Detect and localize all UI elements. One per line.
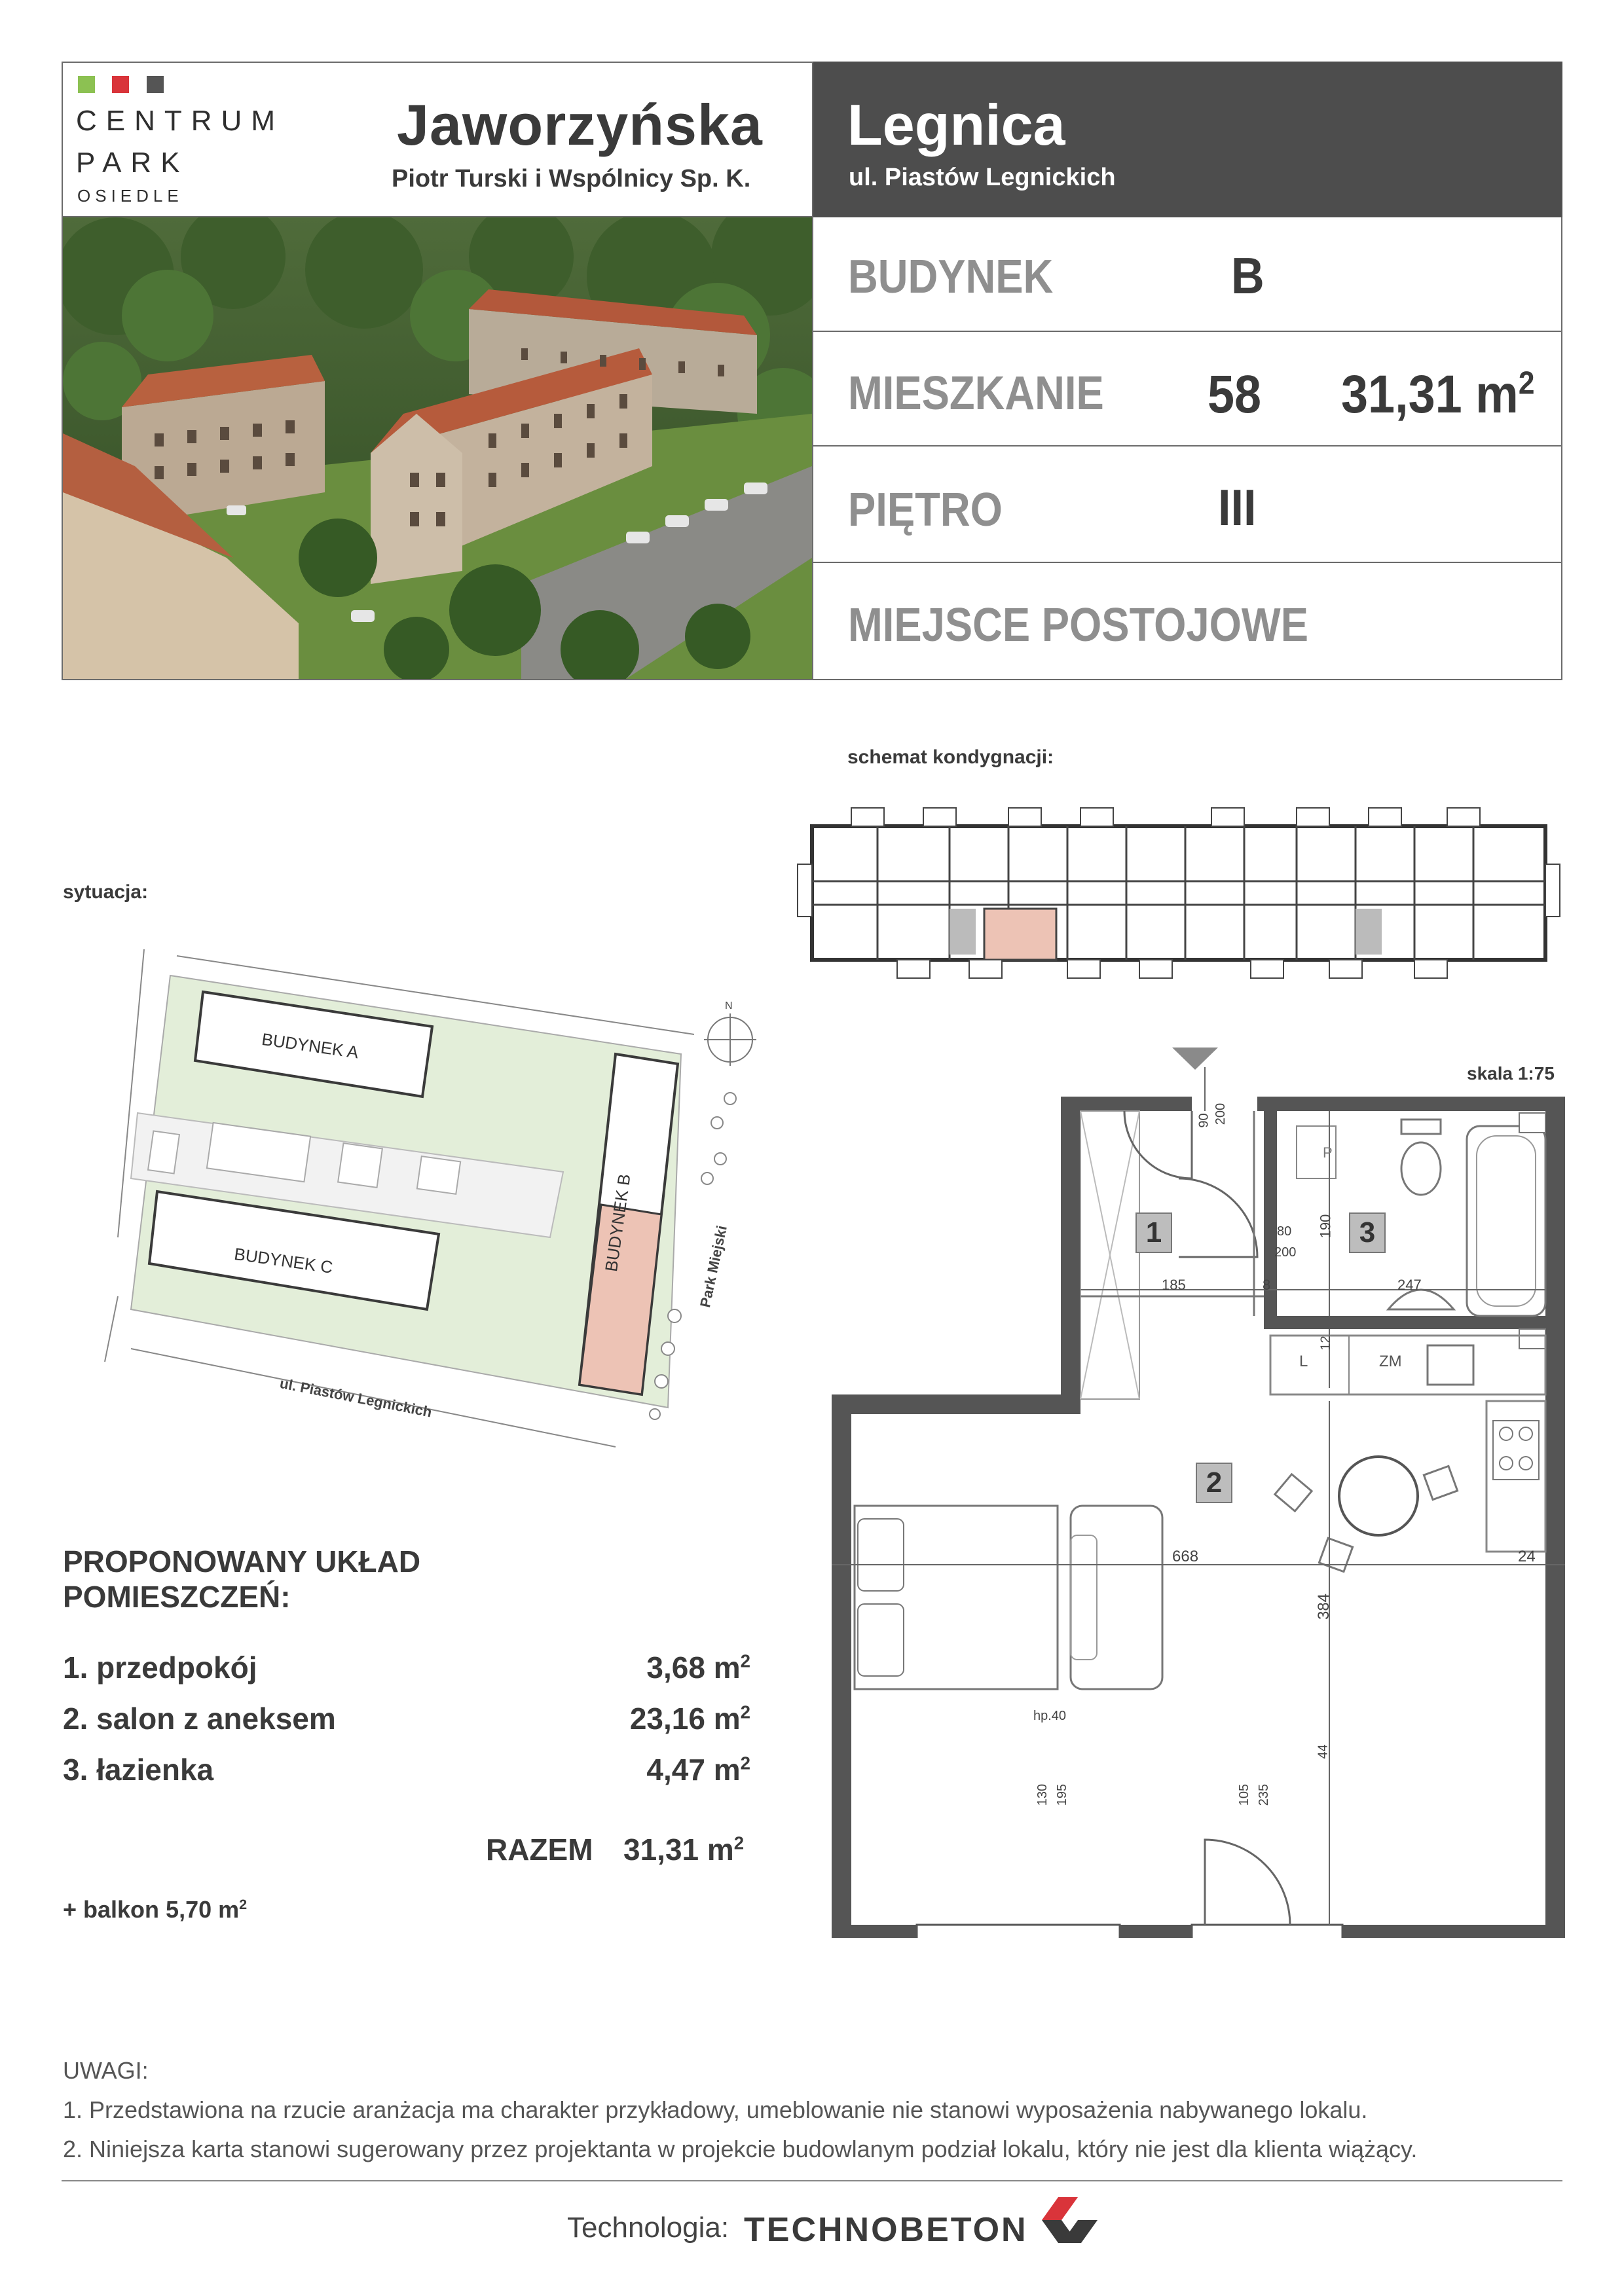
dim-235: 235 [1257,1783,1272,1806]
site-park-label: Park Miejski [697,1224,730,1309]
floor-value: III [1218,479,1257,536]
dim-200b: 200 [1274,1245,1297,1260]
dim-8: 8 [1263,1277,1271,1293]
kitchen-label-l: L [1299,1353,1308,1370]
brand-line-1: CENTRUM [76,105,284,137]
dim-668: 668 [1172,1548,1199,1565]
dim-195: 195 [1055,1783,1070,1806]
dim-hp40: hp.40 [1033,1709,1067,1723]
dim-200: 200 [1213,1102,1228,1125]
plan-scale: skala 1:75 [1467,1063,1555,1084]
balcony-area: + balkon 5,70 $m^2$ [63,1896,248,1923]
site-street-label: ul. Piastów Legnickich [278,1375,434,1421]
header-divider [812,62,813,680]
floor-schema-heading: schemat kondygnacji: [847,746,1054,768]
building-value: B [1231,247,1264,304]
technobeton-logo-icon [1032,2191,1104,2263]
total-label: RAZEM [486,1832,593,1867]
building-label: BUDYNEK [848,251,1054,303]
site-heading: sytuacja: [63,881,149,903]
kitchen-label-zm: ZM [1379,1353,1402,1370]
logo-square-green [78,76,95,93]
city-title: Legnica [847,92,1065,157]
rooms-heading-line1: PROPONOWANY UKŁAD [63,1544,421,1578]
dim-384: 384 [1315,1593,1333,1620]
footer-divider [62,2180,1562,2181]
apartment-number: 58 [1208,365,1262,424]
dim-105: 105 [1237,1783,1252,1806]
notes-title: UWAGI: [63,2057,149,2084]
room-tag-2: 2 [1196,1463,1232,1503]
note-1: 1. Przedstawiona na rzucie aranżacja ma charakter przykładowy, umeblowanie nie stanowi wyposażenia nabywanego lokalu. [63,2096,1368,2123]
rooms-heading-line2: POMIESZCZEŃ: [63,1580,291,1614]
room-row [63,1752,750,1787]
logo-square-grey [147,76,164,93]
dim-190: 190 [1317,1214,1334,1239]
room-name: 2. salon z aneksem [63,1702,336,1736]
apartment-area: 31,31 $m^2$ [1341,365,1535,424]
room-area: 4,47 $m^2$ [646,1753,750,1787]
developer-name: Piotr Turski i Wspólnicy Sp. K. [392,165,751,192]
dim-12: 12 [1318,1336,1333,1351]
note-2: 2. Niniejsza karta stanowi sugerowany przez projektanta w projekcie budowlanym podział lokalu, który nie jest dla klienta wiążący. [63,2136,1418,2162]
street-title: Jaworzyńska [397,92,763,157]
dim-44: 44 [1316,1744,1331,1759]
info-row-line [813,445,1562,446]
estate-rendering [63,217,812,679]
technobeton-wordmark: TECHNOBETON [744,2211,1028,2249]
room-area: 23,16 $m^2$ [629,1702,750,1736]
site-building-a: BUDYNEK A [260,1029,360,1063]
room-row [63,1650,750,1685]
dim-185: 185 [1162,1277,1186,1293]
parking-label: MIEJSCE POSTOJOWE [848,599,1308,651]
room-name: 3. łazienka [63,1753,214,1787]
brand-line-2: PARK [76,147,189,179]
room-tag-1: 1 [1135,1212,1172,1253]
brand-line-3: OSIEDLE [77,186,183,206]
dim-247: 247 [1397,1277,1422,1293]
logo-square-red [112,76,129,93]
room-tag-3: 3 [1349,1212,1386,1253]
bath-label-p: P [1323,1144,1333,1161]
floor-label: PIĘTRO [848,484,1003,536]
dim-24: 24 [1518,1548,1536,1565]
rooms-heading [63,1544,420,1614]
site-building-b: BUDYNEK B [601,1173,635,1273]
dim-80: 80 [1277,1224,1292,1239]
site-plan [92,930,760,1467]
total-area: 31,31 $m^2$ [623,1832,745,1867]
room-area: 3,68 $m^2$ [646,1650,750,1685]
city-address: ul. Piastów Legnickich [849,164,1116,191]
info-row-line [813,331,1562,332]
room-row [63,1701,750,1736]
floor-schema [792,799,1565,989]
site-building-c: BUDYNEK C [232,1244,335,1277]
technology-label: Technologia: [567,2212,729,2244]
info-row-line [813,562,1562,563]
dim-130: 130 [1035,1783,1050,1806]
dim-90: 90 [1196,1113,1211,1128]
rooms-list [63,1650,750,1813]
apartment-label: MIESZKANIE [848,367,1104,420]
compass-north-label: N [725,1000,733,1011]
room-name: 1. przedpokój [63,1650,257,1685]
